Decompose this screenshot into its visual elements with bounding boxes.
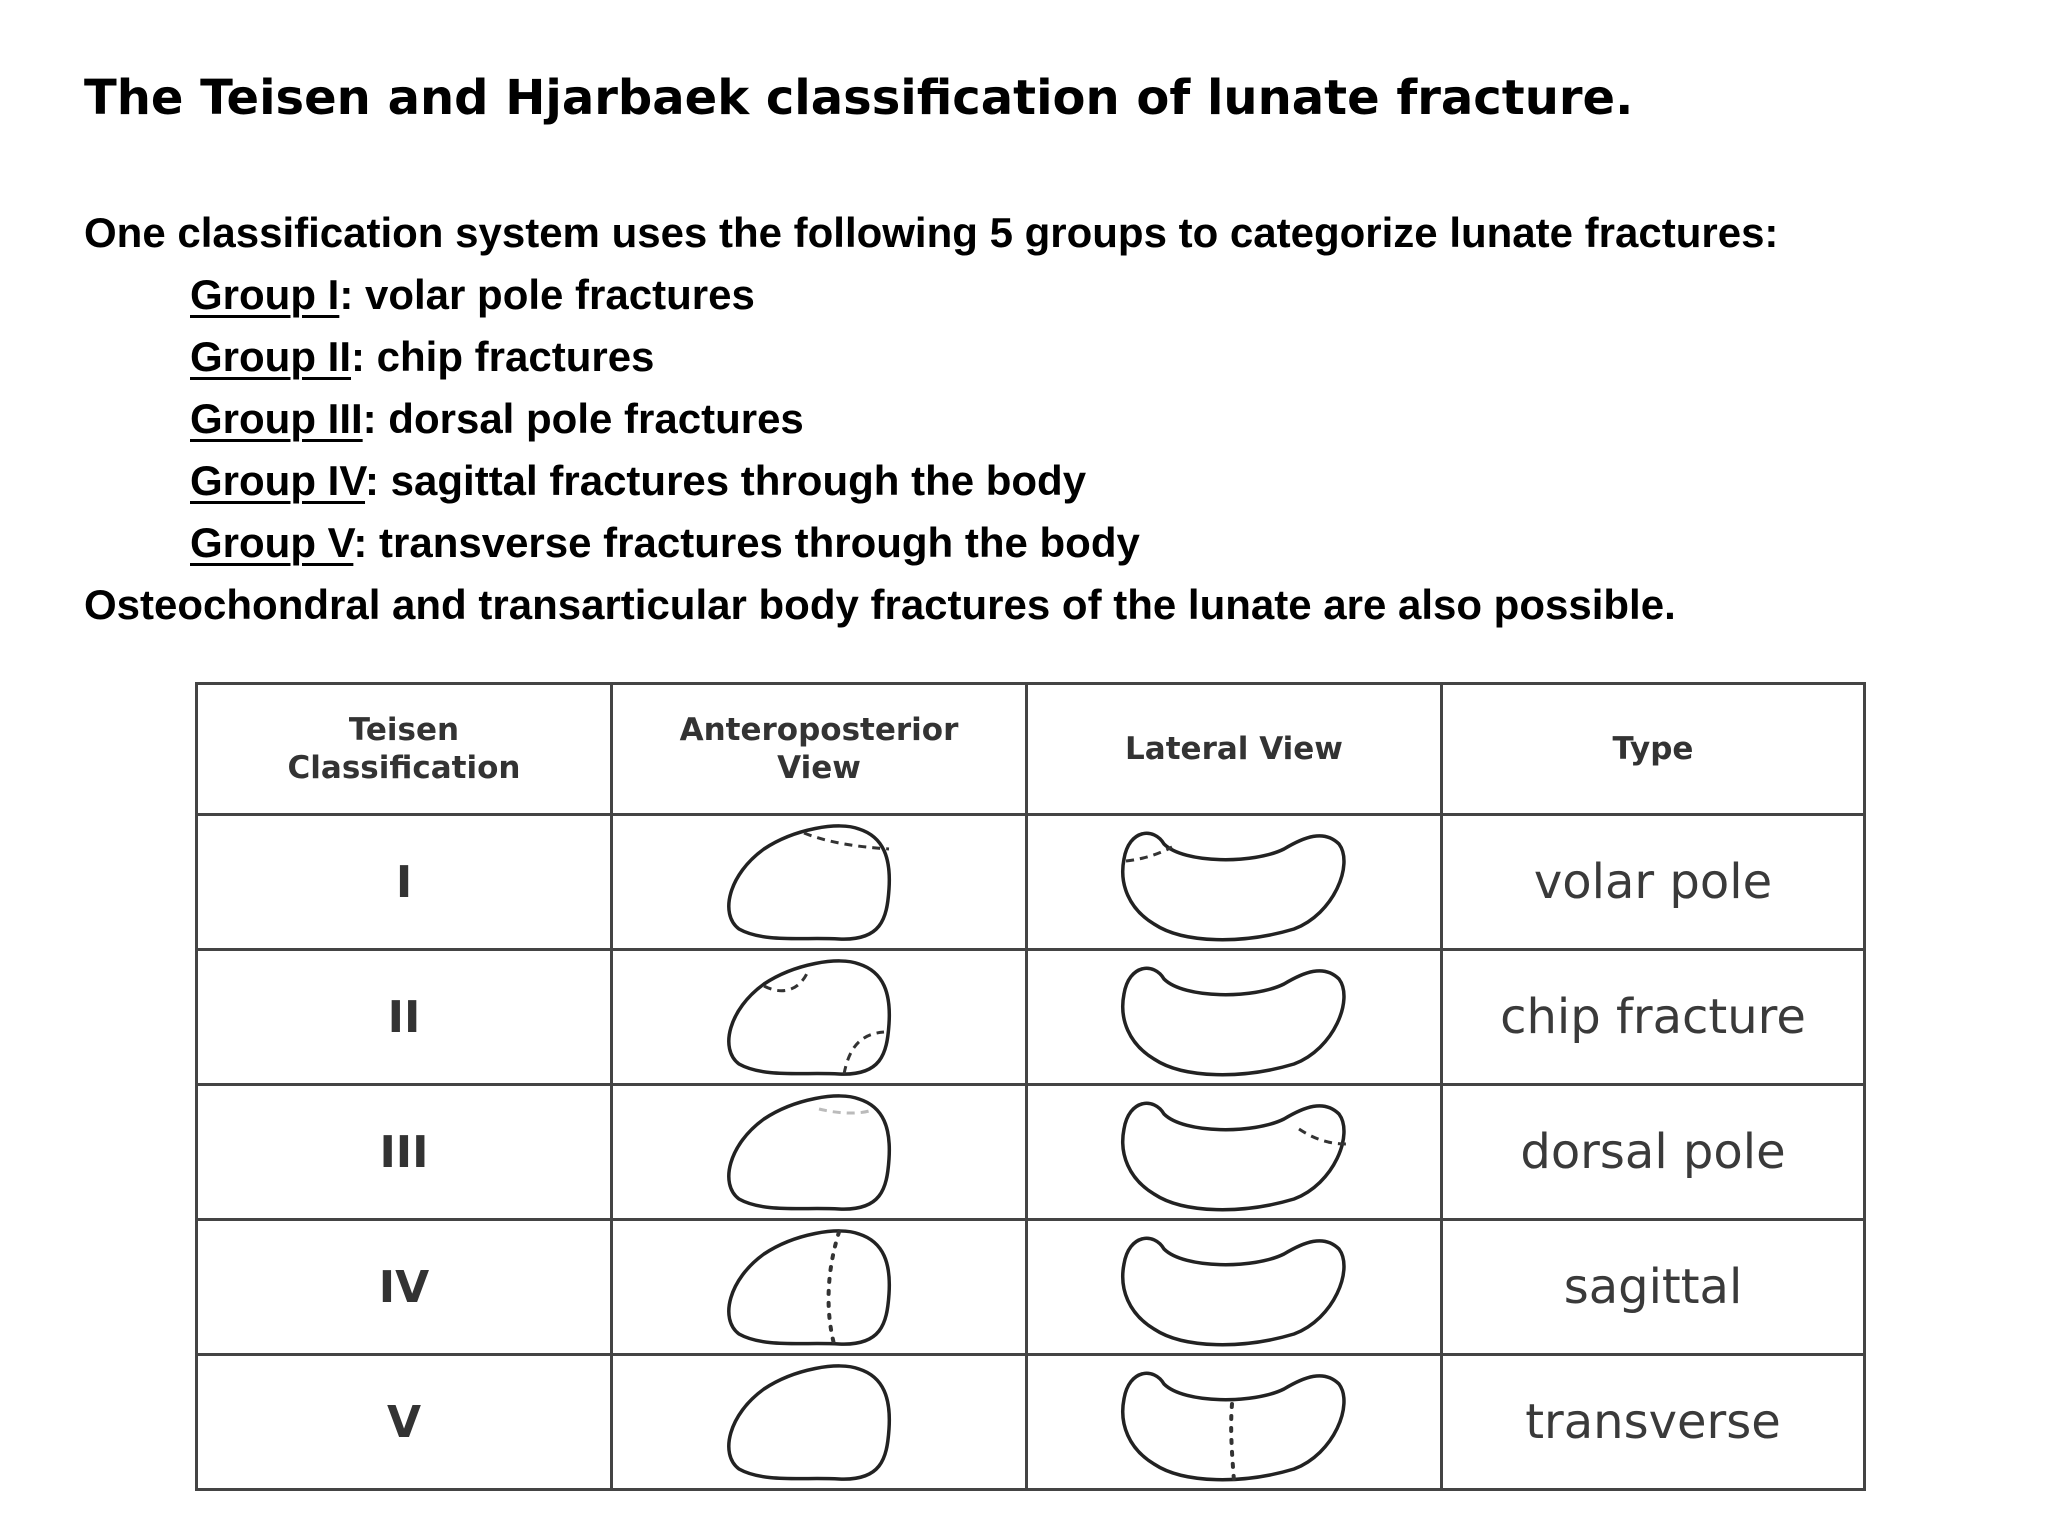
- footer-note: Osteochondral and transarticular body fractures of the lunate are also possible.: [84, 581, 1676, 628]
- classification-table: [195, 682, 1863, 1478]
- group-desc: : transverse fractures through the body: [353, 519, 1140, 566]
- lateral-view-illustration: [1104, 1089, 1364, 1215]
- table-row: [197, 950, 1865, 1085]
- intro-text: One classification system uses the following 5 groups to categorize lunate fractures:: [84, 209, 1779, 256]
- ap-view-illustration: [709, 819, 929, 945]
- row-type: transverse: [1525, 1394, 1781, 1450]
- lateral-view-illustration: [1104, 1224, 1364, 1350]
- group-list: [190, 264, 1140, 574]
- table-header-row: [197, 684, 1865, 815]
- ap-view-illustration: [709, 1224, 929, 1350]
- lateral-view-illustration: [1104, 819, 1364, 945]
- group-desc: : dorsal pole fractures: [362, 395, 804, 442]
- row-classification: IV: [378, 1261, 430, 1313]
- ap-view-illustration: [709, 1089, 929, 1215]
- group-name: Group II: [190, 333, 351, 380]
- row-type: sagittal: [1563, 1259, 1743, 1315]
- group-item-3: [190, 388, 1140, 450]
- group-name: Group I: [190, 271, 340, 318]
- group-item-2: [190, 326, 1140, 388]
- group-name: Group V: [190, 519, 354, 566]
- header-type: Type: [1442, 684, 1865, 815]
- row-classification: III: [379, 1126, 429, 1178]
- lateral-view-illustration: [1104, 1359, 1364, 1485]
- group-desc: : sagittal fractures through the body: [365, 457, 1087, 504]
- classification-grid: [195, 682, 1866, 1491]
- ap-view-illustration: [709, 954, 929, 1080]
- row-type: volar pole: [1533, 854, 1773, 910]
- group-desc: : volar pole fractures: [339, 271, 755, 318]
- header-classification: Teisen Classification: [197, 684, 612, 815]
- row-type: dorsal pole: [1520, 1124, 1786, 1180]
- header-ap-view: Anteroposterior View: [612, 684, 1027, 815]
- group-item-5: [190, 512, 1140, 574]
- row-classification: I: [395, 856, 413, 908]
- table-row: [197, 1220, 1865, 1355]
- row-classification: II: [387, 991, 421, 1043]
- table-row: [197, 1355, 1865, 1490]
- group-desc: : chip fractures: [351, 333, 655, 380]
- slide-title: The Teisen and Hjarbaek classification of lunate fracture.: [84, 70, 1634, 126]
- table-row: [197, 1085, 1865, 1220]
- group-item-1: [190, 264, 1140, 326]
- ap-view-illustration: [709, 1359, 929, 1485]
- header-lateral-view: Lateral View: [1027, 684, 1442, 815]
- group-name: Group IV: [190, 457, 366, 504]
- table-row: [197, 815, 1865, 950]
- row-classification: V: [386, 1396, 422, 1448]
- group-name: Group III: [190, 395, 363, 442]
- lateral-view-illustration: [1104, 954, 1364, 1080]
- row-type: chip fracture: [1500, 989, 1806, 1045]
- group-item-4: [190, 450, 1140, 512]
